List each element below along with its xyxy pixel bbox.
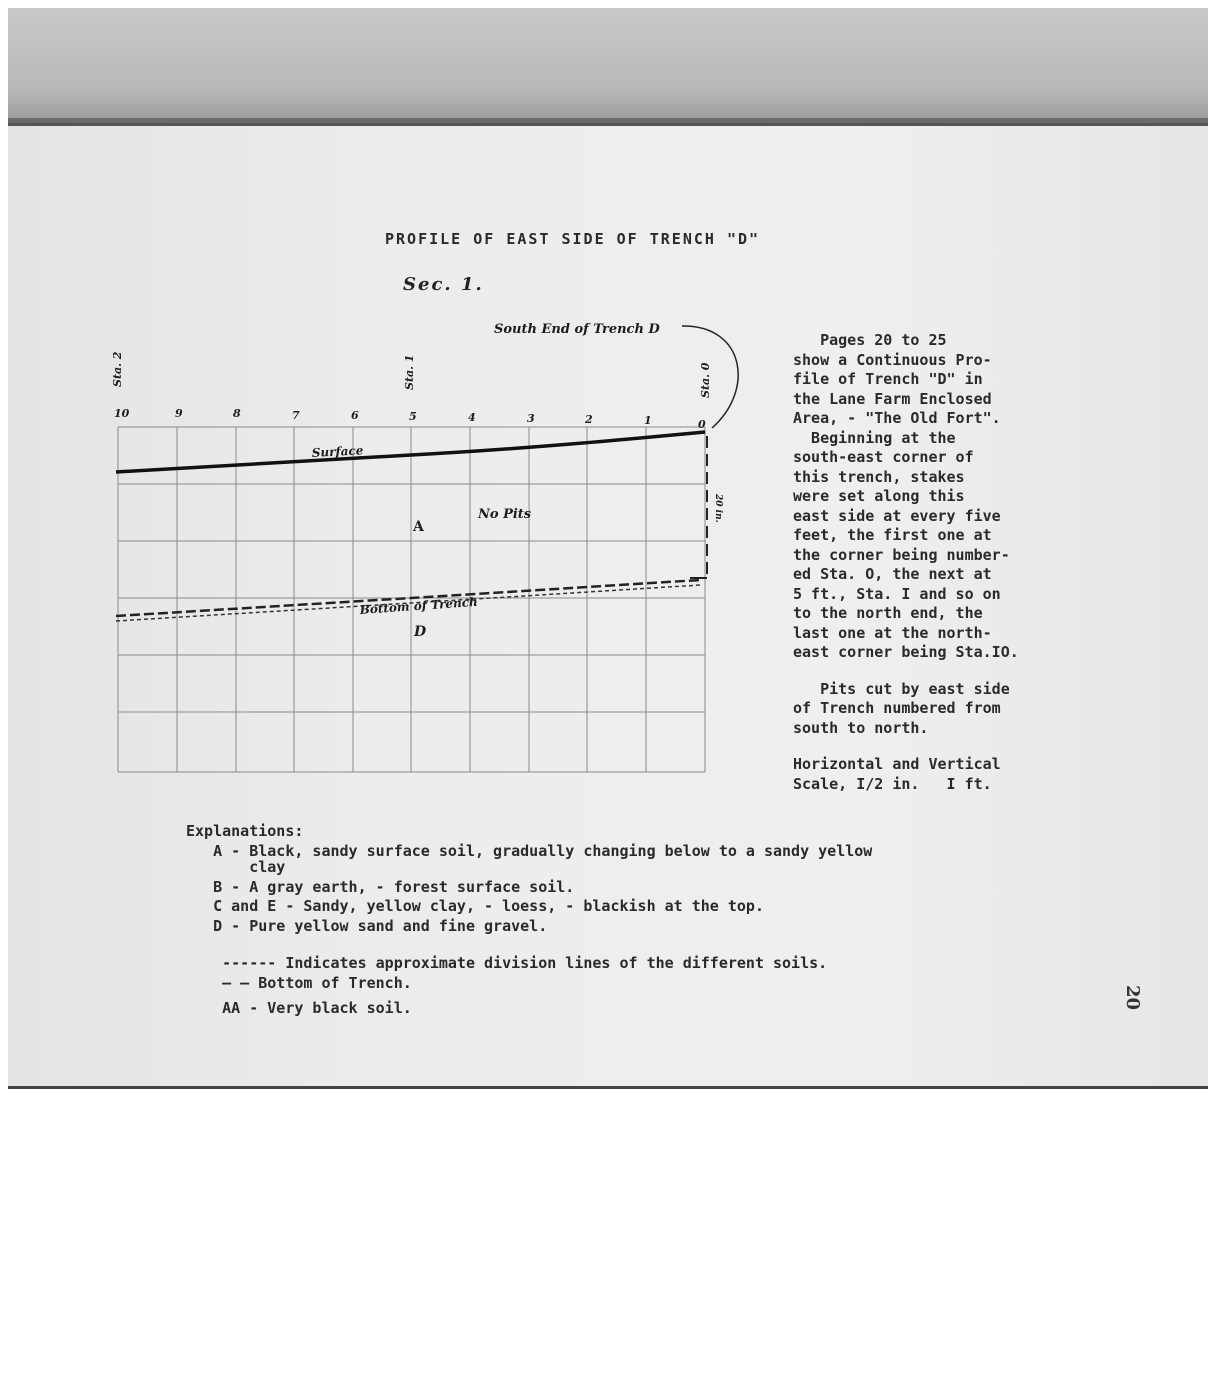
explanation-item: clay (186, 858, 286, 876)
no-pits-label: No Pits (478, 507, 532, 522)
station-label-0: Sta. 0 (699, 362, 712, 398)
tick-number: 0 (698, 418, 706, 431)
tick-number: 2 (585, 413, 593, 426)
depth-label: 20 in. (713, 494, 723, 523)
pits-note-line: of Trench numbered from (793, 699, 1001, 717)
explanations-heading: Explanations: (186, 822, 304, 840)
explanation-item: C and E - Sandy, yellow clay, - loess, - blackish at the top. (186, 897, 764, 915)
zone-a-label: A (413, 519, 424, 535)
explanations-legend (186, 822, 1086, 1019)
side-notes (793, 331, 1093, 794)
side-note-line: east corner being Sta.IO. (793, 643, 1019, 661)
bottom-label: Bottom of Trench (359, 594, 479, 617)
tick-number: 1 (644, 414, 652, 427)
explanation-item: D - Pure yellow sand and fine gravel. (186, 916, 548, 935)
symbol-item: ------ Indicates approximate division lines of the different soils. (186, 954, 828, 972)
tick-number: 3 (527, 412, 535, 425)
side-note-line: show a Continuous Pro- (793, 350, 992, 369)
side-note-line: were set along this (793, 487, 965, 505)
page-number: 20 (1122, 985, 1143, 1011)
tick-number: 9 (175, 407, 183, 420)
side-note-line: Pages 20 to 25 (793, 331, 947, 349)
side-note-line: the corner being number- (793, 545, 1010, 564)
side-note-line: east side at every five (793, 506, 1001, 525)
station-label-1: Sta. 1 (403, 354, 416, 390)
station-label-2: Sta. 2 (111, 351, 124, 387)
explanation-item: B - A gray earth, - forest surface soil. (186, 877, 575, 896)
symbol-item: — — Bottom of Trench. (186, 973, 412, 992)
side-note-line: south-east corner of (793, 448, 974, 466)
side-note-line: ed Sta. O, the next at (793, 565, 992, 583)
tick-number: 7 (292, 409, 300, 422)
side-note-line: feet, the first one at (793, 526, 992, 544)
tick-number: 6 (351, 409, 359, 422)
side-note-line: the Lane Farm Enclosed (793, 389, 992, 408)
side-note-line: last one at the north- (793, 623, 992, 642)
side-note-line: 5 ft., Sta. I and so on (793, 584, 1001, 603)
tick-number: 10 (114, 407, 130, 420)
explanation-item: A - Black, sandy surface soil, gradually changing below to a sandy yellow (186, 841, 873, 860)
side-note-line: this trench, stakes (793, 467, 965, 486)
tick-number: 5 (409, 410, 417, 423)
side-note-line: to the north end, the (793, 604, 983, 622)
surface-label: Surface (311, 443, 364, 460)
section-label: Sec. 1. (403, 274, 484, 295)
end-label: South End of Trench D (494, 322, 660, 337)
side-note-line: file of Trench "D" in (793, 370, 983, 388)
pits-note-line: Pits cut by east side (793, 679, 1010, 698)
pits-note-line: south to north. (793, 718, 929, 737)
page-title: PROFILE OF EAST SIDE OF TRENCH "D" (385, 230, 761, 248)
side-note-line: Beginning at the (793, 428, 956, 447)
symbol-item: AA - Very black soil. (186, 999, 412, 1017)
tick-number: 8 (233, 407, 241, 420)
tick-number: 4 (468, 411, 476, 424)
scale-note-line: Scale, I/2 in. I ft. (793, 774, 992, 793)
side-note-line: Area, - "The Old Fort". (793, 409, 1001, 427)
zone-d-label: D (414, 624, 427, 640)
scale-note-line: Horizontal and Vertical (793, 755, 1001, 773)
